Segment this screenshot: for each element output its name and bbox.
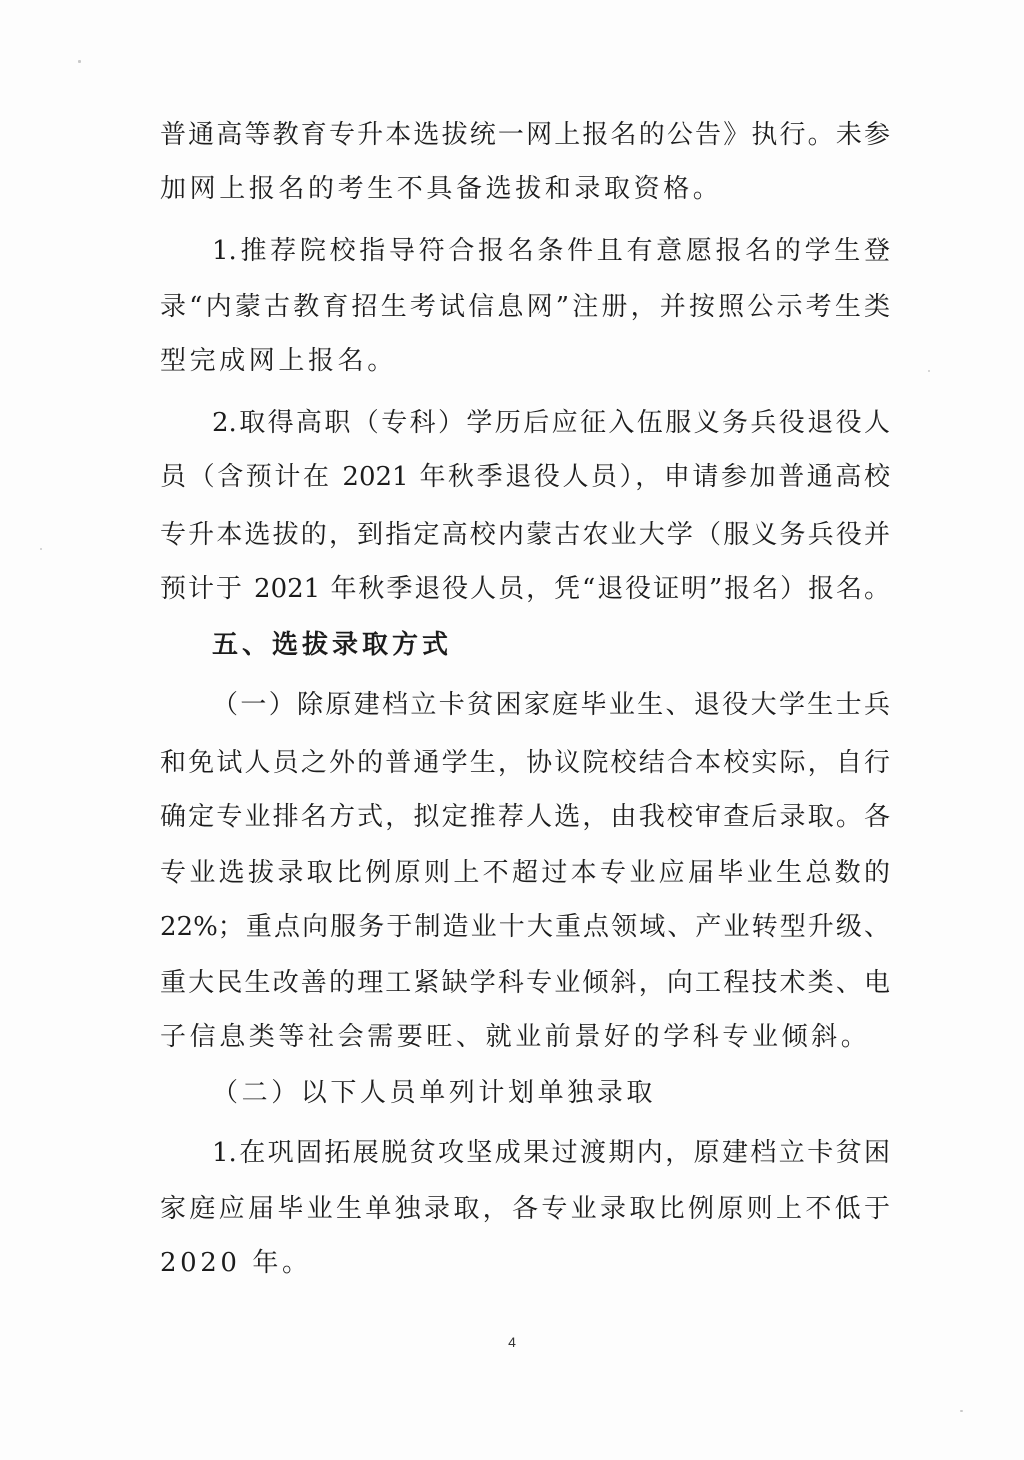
paragraph-line: 1.在巩固拓展脱贫攻坚成果过渡期内，原建档立卡贫困 — [212, 1138, 890, 1168]
scan-speck — [928, 370, 930, 372]
paragraph-line: 2020 年。 — [160, 1248, 312, 1278]
paragraph-line: 预计于 2021 年秋季退役人员，凭“退役证明”报名）报名。 — [160, 574, 890, 604]
paragraph-line: 专升本选拔的，到指定高校内蒙古农业大学（服义务兵役并 — [160, 520, 890, 550]
paragraph-line: 22%；重点向服务于制造业十大重点领域、产业转型升级、 — [160, 912, 890, 942]
scan-speck — [78, 60, 81, 63]
paragraph-line: 加网上报名的考生不具备选拔和录取资格。 — [160, 174, 723, 204]
subsection-heading: （二）以下人员单列计划单独录取 — [212, 1078, 657, 1108]
paragraph-line: 重大民生改善的理工紧缺学科专业倾斜，向工程技术类、电 — [160, 968, 890, 998]
scan-speck — [960, 1410, 963, 1412]
paragraph-line: 员（含预计在 2021 年秋季退役人员），申请参加普通高校 — [160, 462, 890, 492]
paragraph-line: 普通高等教育专升本选拔统一网上报名的公告》执行。未参 — [160, 120, 890, 150]
paragraph-line: 家庭应届毕业生单独录取，各专业录取比例原则上不低于 — [160, 1194, 890, 1224]
page-number: 4 — [508, 1334, 516, 1350]
paragraph-line: 确定专业排名方式，拟定推荐人选，由我校审查后录取。各 — [160, 802, 890, 832]
paragraph-line: 和免试人员之外的普通学生，协议院校结合本校实际，自行 — [160, 748, 890, 778]
paragraph-line: 1.推荐院校指导符合报名条件且有意愿报名的学生登 — [212, 236, 890, 266]
paragraph-line: 专业选拔录取比例原则上不超过本专业应届毕业生总数的 — [160, 858, 890, 888]
paragraph-line: 子信息类等社会需要旺、就业前景好的学科专业倾斜。 — [160, 1022, 871, 1052]
paragraph-line: 型完成网上报名。 — [160, 346, 397, 376]
scan-speck — [40, 548, 42, 550]
section-heading: 五、选拔录取方式 — [212, 630, 453, 660]
paragraph-line: 2.取得高职（专科）学历后应征入伍服义务兵役退役人 — [212, 408, 890, 438]
paragraph-line: 录“内蒙古教育招生考试信息网”注册，并按照公示考生类 — [160, 292, 890, 322]
paragraph-line: （一）除原建档立卡贫困家庭毕业生、退役大学生士兵 — [212, 690, 890, 720]
